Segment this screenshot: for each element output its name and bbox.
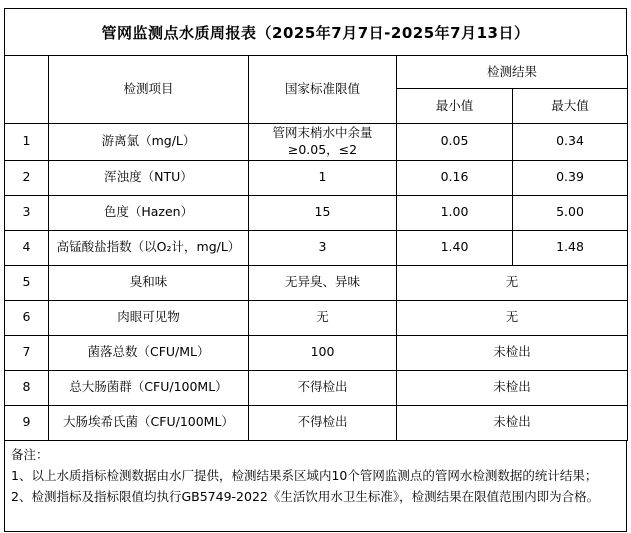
item-cell: 臭和味 bbox=[49, 265, 249, 300]
standard-cell: 3 bbox=[249, 230, 397, 265]
seq-cell: 6 bbox=[5, 300, 49, 335]
standard-cell: 不得检出 bbox=[249, 370, 397, 405]
seq-cell: 9 bbox=[5, 405, 49, 440]
standard-cell: 管网末梢水中余量≥0.05，≤2 bbox=[249, 124, 397, 161]
remark-line-2: 2、检测指标及指标限值均执行GB5749-2022《生活饮用水卫生标准》，检测结果在限值范围内即为合格。 bbox=[11, 488, 600, 504]
standard-cell: 不得检出 bbox=[249, 405, 397, 440]
header-row-top bbox=[5, 56, 628, 89]
standard-cell: 无异臭、异味 bbox=[249, 265, 397, 300]
result-cell: 未检出 bbox=[397, 335, 628, 370]
item-cell: 高锰酸盐指数（以O₂计，mg/L） bbox=[49, 230, 249, 265]
table-row bbox=[5, 195, 628, 230]
seq-cell: 2 bbox=[5, 160, 49, 195]
seq-cell: 7 bbox=[5, 335, 49, 370]
seq-cell: 3 bbox=[5, 195, 49, 230]
water-quality-table bbox=[4, 55, 628, 441]
item-cell: 总大肠菌群（CFU/100ML） bbox=[49, 370, 249, 405]
standard-cell: 1 bbox=[249, 160, 397, 195]
result-cell: 无 bbox=[397, 300, 628, 335]
report-sheet bbox=[4, 8, 627, 529]
table-row bbox=[5, 370, 628, 405]
result-cell: 未检出 bbox=[397, 405, 628, 440]
table-row bbox=[5, 265, 628, 300]
remark-line-1: 1、以上水质指标检测数据由水厂提供，检测结果系区域内10个管网监测点的管网水检测数据的统计结果； bbox=[11, 467, 598, 483]
max-value-cell: 1.48 bbox=[513, 230, 628, 265]
standard-cell: 15 bbox=[249, 195, 397, 230]
item-cell: 肉眼可见物 bbox=[49, 300, 249, 335]
table-row bbox=[5, 300, 628, 335]
item-cell: 大肠埃希氏菌（CFU/100ML） bbox=[49, 405, 249, 440]
min-value-cell: 1.00 bbox=[397, 195, 513, 230]
item-cell: 色度（Hazen） bbox=[49, 195, 249, 230]
min-value-cell: 1.40 bbox=[397, 230, 513, 265]
seq-cell: 5 bbox=[5, 265, 49, 300]
max-value-cell: 5.00 bbox=[513, 195, 628, 230]
result-cell: 无 bbox=[397, 265, 628, 300]
min-value-cell: 0.16 bbox=[397, 160, 513, 195]
item-cell: 菌落总数（CFU/ML） bbox=[49, 335, 249, 370]
table-row bbox=[5, 230, 628, 265]
page-title: 管网监测点水质周报表（2025年7月7日-2025年7月13日） bbox=[4, 8, 627, 55]
max-value-cell: 0.39 bbox=[513, 160, 628, 195]
corner-cell bbox=[5, 56, 49, 124]
col-header-result: 检测结果 bbox=[397, 56, 628, 89]
item-cell: 游离氯（mg/L） bbox=[49, 124, 249, 161]
min-value-cell: 0.05 bbox=[397, 124, 513, 161]
col-header-standard: 国家标准限值 bbox=[249, 56, 397, 124]
table-row bbox=[5, 160, 628, 195]
seq-cell: 1 bbox=[5, 124, 49, 161]
table-row bbox=[5, 405, 628, 440]
col-header-max: 最大值 bbox=[513, 89, 628, 124]
remarks-label: 备注： bbox=[11, 446, 49, 462]
result-cell: 未检出 bbox=[397, 370, 628, 405]
seq-cell: 4 bbox=[5, 230, 49, 265]
remarks-section bbox=[4, 441, 627, 532]
col-header-item: 检测项目 bbox=[49, 56, 249, 124]
standard-cell: 100 bbox=[249, 335, 397, 370]
item-cell: 浑浊度（NTU） bbox=[49, 160, 249, 195]
table-row bbox=[5, 335, 628, 370]
seq-cell: 8 bbox=[5, 370, 49, 405]
max-value-cell: 0.34 bbox=[513, 124, 628, 161]
col-header-min: 最小值 bbox=[397, 89, 513, 124]
table-row bbox=[5, 124, 628, 161]
standard-cell: 无 bbox=[249, 300, 397, 335]
